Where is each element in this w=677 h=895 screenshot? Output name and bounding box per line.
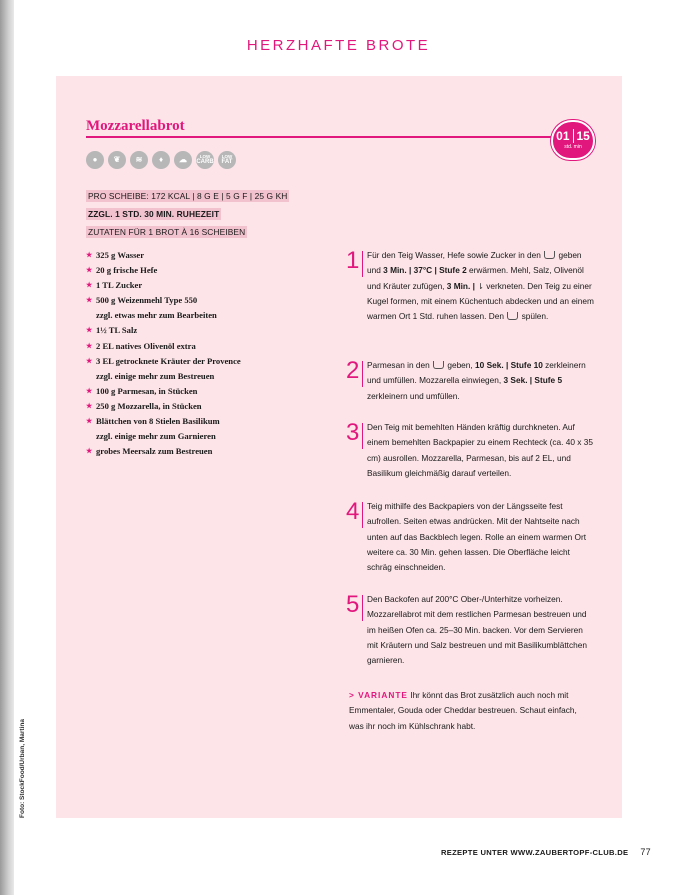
low-carb-top: LOW — [199, 153, 211, 159]
step-4 — [346, 499, 594, 592]
variant-label: > VARIANTE — [349, 690, 408, 700]
step-1 — [346, 248, 594, 358]
preparation-steps — [346, 248, 594, 668]
recipe-title: Mozzarellabrot — [86, 118, 185, 134]
low-carb-bottom: CARB — [196, 159, 214, 166]
vegetarian-icon: ● — [86, 151, 104, 169]
low-fat-bottom: FAT — [221, 159, 233, 166]
time-minutes: 15 — [573, 129, 590, 143]
step-text: Teig mithilfe des Backpapiers von der Längsseite fest aufrollen. Seiten etwas andrücken. Mit der Nahtseite nach unten auf das Backblech legen. Rolle an einem warmen Ort weitere ca. 30 Min. gehen lassen. Die Oberfläche leicht schräg einschneiden. — [367, 501, 587, 573]
time-hours: 01 — [556, 129, 570, 143]
step-text: spülen. — [519, 311, 549, 322]
reverse-rotation-icon: ⇂ — [477, 281, 484, 291]
mixing-bowl-icon — [507, 312, 518, 320]
step-text: Parmesan in den — [367, 360, 433, 370]
ingredient-item: ★ grobes Meersalz zum Bestreuen — [86, 444, 326, 459]
title-divider — [86, 136, 556, 138]
step-text: Für den Teig Wasser, Hefe sowie Zucker in den — [367, 250, 544, 260]
step-number: 2 — [346, 357, 360, 384]
step-text: zerkleinern und umfüllen. — [367, 390, 460, 401]
ingredient-list — [86, 248, 326, 459]
step-5 — [346, 592, 594, 668]
variant-tip — [349, 688, 593, 734]
diet-icons — [86, 151, 236, 169]
step-text: erwärmen. Mehl, Salz, Olivenöl und Kräuter zufügen, — [367, 265, 584, 291]
time-badge — [551, 120, 595, 160]
step-number: 3 — [346, 419, 360, 446]
page-footer — [441, 847, 651, 857]
step-number: 1 — [346, 247, 360, 274]
step-text: Den Backofen auf 200°C Ober-/Unterhitze vorheizen. Mozzarellabrot mit dem restlichen Parmesan bestreuen und im heißen Ofen ca. 25–30 Min. backen. Vor dem Servieren mit Kräutern und Salz bestreuen und mit Basilikumblättchen garnieren. — [367, 594, 587, 666]
mixing-bowl-icon — [544, 251, 555, 259]
recipe-yield: ZUTATEN FÜR 1 BROT À 16 SCHEIBEN — [88, 227, 246, 237]
page-number: 77 — [640, 847, 651, 857]
step-text: geben und — [367, 250, 582, 276]
step-3 — [346, 420, 594, 499]
ingredient-item: ★ 2 EL natives Olivenöl extra — [86, 339, 326, 354]
step-setting: 3 Min. | — [446, 280, 478, 291]
ingredient-item: ★ 1 TL Zucker — [86, 278, 326, 293]
footer-url: REZEPTE UNTER WWW.ZAUBERTOPF-CLUB.DE — [440, 848, 629, 857]
nutrition-info: PRO SCHEIBE: 172 KCAL | 8 G E | 5 G F | 25 G KH — [88, 191, 288, 201]
cloud-icon: ☁ — [174, 151, 192, 169]
step-text: geben, — [445, 360, 476, 370]
step-setting: 10 Sek. | Stufe 10 — [475, 360, 543, 370]
step-setting: 3 Min. | 37°C | Stufe 2 — [383, 265, 467, 276]
recipe-meta — [86, 186, 289, 240]
step-setting: 3 Sek. | Stufe 5 — [503, 375, 563, 386]
ingredient-item: ★ 20 g frische Hefe — [86, 263, 326, 278]
drop-icon: ♦ — [152, 151, 170, 169]
step-text: verkneten. Den Teig zu einer Kugel formen, mit einem Küchentuch abdecken und an einem warmen Ort 1 Std. ruhen lassen. Den — [367, 280, 594, 322]
step-number: 5 — [346, 591, 360, 618]
ingredient-item: ★ 100 g Parmesan, in Stücken — [86, 384, 326, 399]
low-carb-icon — [196, 151, 214, 169]
variant-text: Ihr könnt das Brot zusätzlich auch noch mit Emmentaler, Gouda oder Cheddar bestreuen. Schaut einfach, was ihr noch im Kühlschrank habt. — [349, 690, 577, 731]
mixing-bowl-icon — [433, 361, 444, 369]
wheat-icon: ≋ — [130, 151, 148, 169]
step-text: zerkleinern und umfüllen. Mozzarella einwiegen, — [367, 360, 586, 386]
step-2 — [346, 358, 594, 420]
step-number: 4 — [346, 498, 360, 525]
ingredient-item: ★ 500 g Weizenmehl Type 550 — [86, 293, 326, 308]
ingredient-item: ★ 1½ TL Salz — [86, 323, 326, 338]
page-spine — [0, 0, 14, 895]
photo-credit: Foto: StockFood/Urban, Martina — [19, 719, 26, 818]
ingredient-item: ★ Blättchen von 8 Stielen Basilikum — [86, 414, 326, 429]
section-title: HERZHAFTE BROTE — [246, 37, 431, 54]
ingredient-item: ★ 325 g Wasser — [86, 248, 326, 263]
ingredient-item: ★ 250 g Mozzarella, in Stücken — [86, 399, 326, 414]
leaf-icon: ❦ — [108, 151, 126, 169]
low-fat-top: LOW — [221, 153, 233, 159]
ingredient-item: ★ 3 EL getrocknete Kräuter der Provence — [86, 354, 326, 369]
time-units: std. min — [564, 144, 582, 150]
low-fat-icon — [218, 151, 236, 169]
extra-time: ZZGL. 1 STD. 30 MIN. RUHEZEIT — [88, 209, 220, 219]
ingredient-note: zzgl. einige mehr zum Garnieren — [96, 431, 216, 442]
step-text: Den Teig mit bemehlten Händen kräftig durchkneten. Auf einem bemehlten Backpapier zu einem Rechteck (ca. 40 x 35 cm) ausrollen. Mozzarella, Parmesan, bis auf 2 EL, und Basilikum gleichmäßig darauf verteilen. — [367, 422, 593, 478]
ingredient-note: zzgl. etwas mehr zum Bearbeiten — [96, 310, 217, 321]
ingredient-note: zzgl. einige mehr zum Bestreuen — [96, 370, 215, 381]
